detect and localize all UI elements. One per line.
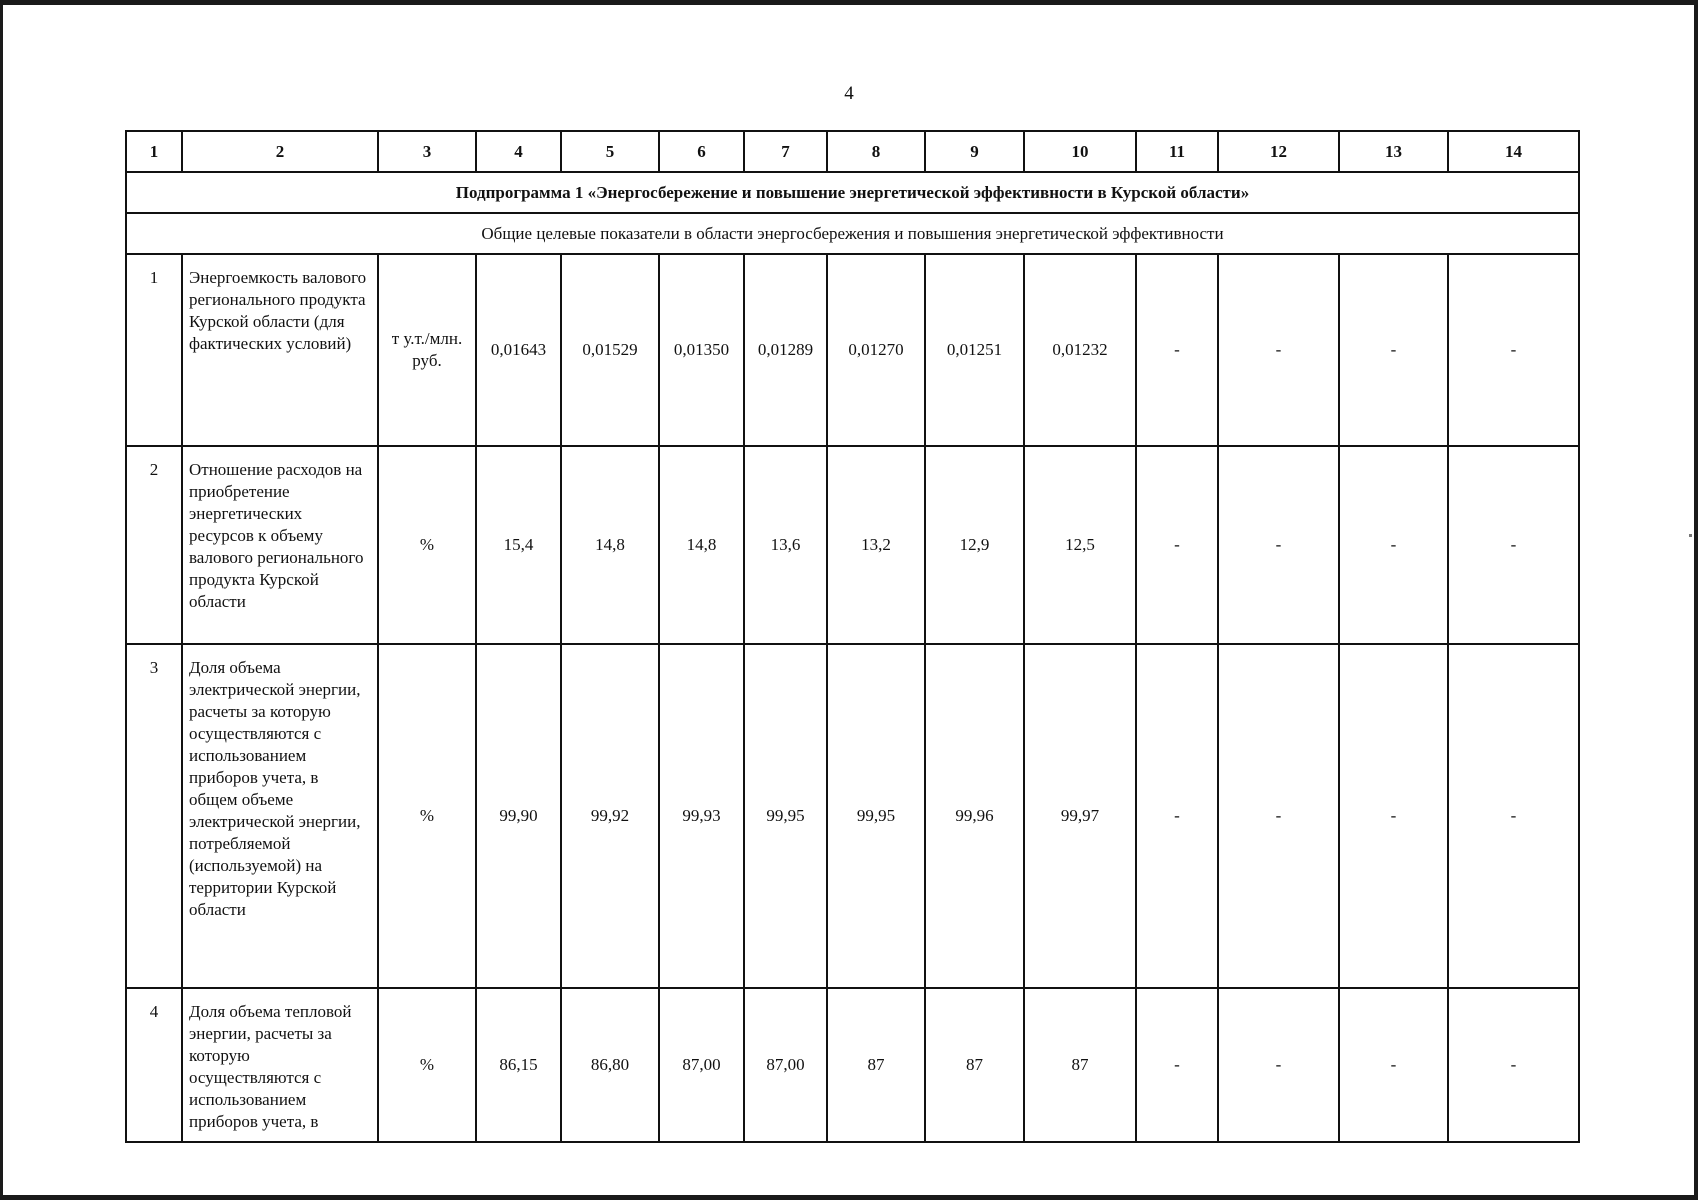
value-cell: - bbox=[1136, 446, 1218, 644]
scan-border-right bbox=[1694, 0, 1698, 1200]
indicator-name: Доля объема электрической энергии, расчеты за которую осуществляются с использованием приборов учета, в общем объеме электрической энергии, потребляемой (используемой) на территории Курской области bbox=[182, 644, 378, 988]
unit-cell: % bbox=[378, 446, 476, 644]
indicator-name: Энергоемкость валового регионального продукта Курской области (для фактических условий) bbox=[182, 254, 378, 446]
column-number-row bbox=[126, 131, 1579, 172]
column-header: 10 bbox=[1024, 131, 1136, 172]
column-header: 14 bbox=[1448, 131, 1579, 172]
unit-cell: % bbox=[378, 988, 476, 1142]
value-cell: - bbox=[1136, 254, 1218, 446]
column-header: 7 bbox=[744, 131, 827, 172]
value-cell: 99,90 bbox=[476, 644, 561, 988]
scan-border-left bbox=[0, 0, 3, 1200]
value-cell: 0,01270 bbox=[827, 254, 925, 446]
value-cell: - bbox=[1339, 644, 1448, 988]
column-header: 8 bbox=[827, 131, 925, 172]
value-cell: - bbox=[1448, 988, 1579, 1142]
value-cell: 12,5 bbox=[1024, 446, 1136, 644]
column-header: 4 bbox=[476, 131, 561, 172]
column-header: 5 bbox=[561, 131, 659, 172]
value-cell: 99,95 bbox=[744, 644, 827, 988]
value-cell: 86,80 bbox=[561, 988, 659, 1142]
value-cell: 99,96 bbox=[925, 644, 1024, 988]
section-row bbox=[126, 172, 1579, 213]
row-number: 3 bbox=[126, 644, 182, 988]
value-cell: 0,01529 bbox=[561, 254, 659, 446]
column-header: 13 bbox=[1339, 131, 1448, 172]
scan-speck bbox=[1689, 534, 1692, 537]
value-cell: 86,15 bbox=[476, 988, 561, 1142]
value-cell: 87 bbox=[925, 988, 1024, 1142]
row-number: 1 bbox=[126, 254, 182, 446]
value-cell: - bbox=[1448, 254, 1579, 446]
subsection-title: Общие целевые показатели в области энергосбережения и повышения энергетической эффективности bbox=[126, 213, 1579, 254]
value-cell: - bbox=[1218, 644, 1339, 988]
value-cell: 87,00 bbox=[659, 988, 744, 1142]
value-cell: 99,95 bbox=[827, 644, 925, 988]
value-cell: 14,8 bbox=[561, 446, 659, 644]
value-cell: 99,93 bbox=[659, 644, 744, 988]
value-cell: - bbox=[1339, 254, 1448, 446]
column-header: 2 bbox=[182, 131, 378, 172]
table-row bbox=[126, 988, 1579, 1142]
value-cell: 13,2 bbox=[827, 446, 925, 644]
column-header: 1 bbox=[126, 131, 182, 172]
row-number: 4 bbox=[126, 988, 182, 1142]
value-cell: 0,01232 bbox=[1024, 254, 1136, 446]
table-row bbox=[126, 446, 1579, 644]
value-cell: - bbox=[1339, 988, 1448, 1142]
value-cell: - bbox=[1136, 644, 1218, 988]
indicators-table bbox=[125, 130, 1580, 1143]
column-header: 6 bbox=[659, 131, 744, 172]
value-cell: 0,01289 bbox=[744, 254, 827, 446]
value-cell: - bbox=[1339, 446, 1448, 644]
value-cell: 0,01350 bbox=[659, 254, 744, 446]
value-cell: 99,97 bbox=[1024, 644, 1136, 988]
value-cell: - bbox=[1218, 254, 1339, 446]
value-cell: 12,9 bbox=[925, 446, 1024, 644]
scan-border-top bbox=[0, 0, 1698, 5]
value-cell: 87,00 bbox=[744, 988, 827, 1142]
value-cell: 99,92 bbox=[561, 644, 659, 988]
value-cell: 87 bbox=[1024, 988, 1136, 1142]
page-number: 4 bbox=[844, 83, 854, 104]
column-header: 9 bbox=[925, 131, 1024, 172]
value-cell: 13,6 bbox=[744, 446, 827, 644]
value-cell: - bbox=[1136, 988, 1218, 1142]
row-number: 2 bbox=[126, 446, 182, 644]
column-header: 11 bbox=[1136, 131, 1218, 172]
value-cell: - bbox=[1448, 644, 1579, 988]
value-cell: 14,8 bbox=[659, 446, 744, 644]
value-cell: 0,01251 bbox=[925, 254, 1024, 446]
value-cell: - bbox=[1218, 446, 1339, 644]
unit-cell: % bbox=[378, 644, 476, 988]
table-row bbox=[126, 254, 1579, 446]
value-cell: 87 bbox=[827, 988, 925, 1142]
scan-border-bottom bbox=[0, 1195, 1698, 1200]
value-cell: - bbox=[1218, 988, 1339, 1142]
unit-cell: т у.т./млн. руб. bbox=[378, 254, 476, 446]
indicator-name: Отношение расходов на приобретение энергетических ресурсов к объему валового регионального продукта Курской области bbox=[182, 446, 378, 644]
section-title: Подпрограмма 1 «Энергосбережение и повышение энергетической эффективности в Курской области» bbox=[126, 172, 1579, 213]
column-header: 12 bbox=[1218, 131, 1339, 172]
value-cell: 0,01643 bbox=[476, 254, 561, 446]
subsection-row bbox=[126, 213, 1579, 254]
column-header: 3 bbox=[378, 131, 476, 172]
table-row bbox=[126, 644, 1579, 988]
value-cell: - bbox=[1448, 446, 1579, 644]
value-cell: 15,4 bbox=[476, 446, 561, 644]
indicator-name: Доля объема тепловой энергии, расчеты за которую осуществляются с использованием приборов учета, в bbox=[182, 988, 378, 1142]
